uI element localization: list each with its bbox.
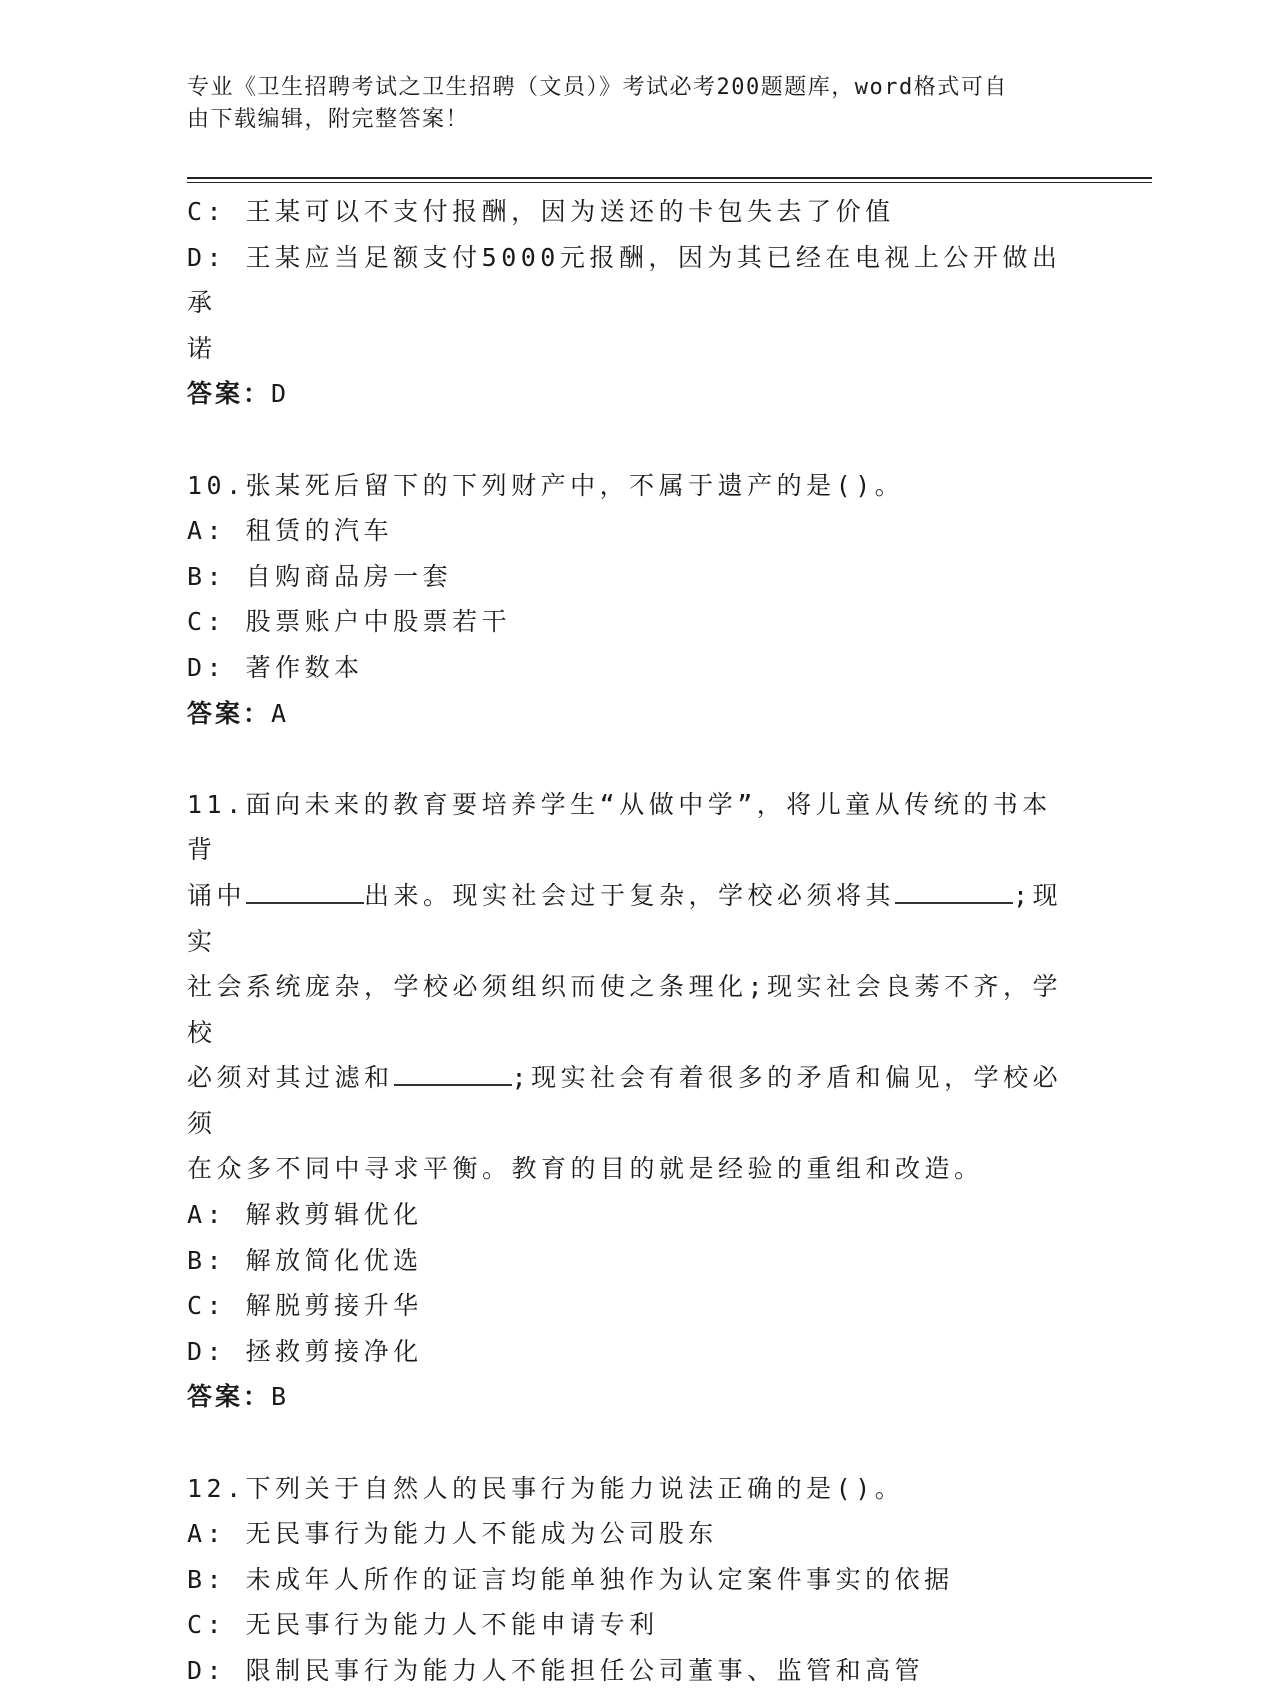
fill-blank [394, 1062, 512, 1086]
q11-option-d: D: 拯救剪接净化 [187, 1336, 423, 1366]
q9-option-d-line-2: 诺 [187, 333, 217, 363]
fill-blank [895, 880, 1013, 904]
q11-text: 出来。现实社会过于复杂，学校必须将其 [364, 880, 896, 910]
header-divider-thick [187, 177, 1152, 179]
q10-answer [187, 691, 1077, 737]
question-content [187, 189, 1077, 1694]
q12-option-a: A: 无民事行为能力人不能成为公司股东 [187, 1519, 718, 1549]
answer-value: A [271, 698, 290, 728]
answer-label: 答案： [187, 379, 272, 409]
q11-stem-line-5: 在众多不同中寻求平衡。教育的目的就是经验的重组和改造。 [187, 1154, 984, 1184]
q11-option-a: A: 解救剪辑优化 [187, 1200, 423, 1230]
header-divider-thin [187, 182, 1152, 183]
q12-stem: 12.下列关于自然人的民事行为能力说法正确的是()。 [187, 1473, 905, 1503]
q11-text: 必须对其过滤和 [187, 1063, 394, 1093]
header-line-2: 由下载编辑，附完整答案！ [187, 107, 470, 132]
q11-option-b: B: 解放简化优选 [187, 1245, 423, 1275]
answer-label: 答案： [187, 698, 272, 728]
spacer [187, 736, 1077, 782]
q11-answer [187, 1374, 1077, 1420]
q10-stem: 10.张某死后留下的下列财产中，不属于遗产的是()。 [187, 470, 905, 500]
q11-stem-line-2 [187, 873, 1077, 964]
answer-label: 答案： [187, 1382, 272, 1412]
fill-blank [246, 880, 364, 904]
spacer [187, 417, 1077, 463]
document-header [187, 72, 1067, 136]
q12-option-d: D: 限制民事行为能力人不能担任公司董事、监管和高管 [187, 1656, 925, 1685]
spacer [187, 1420, 1077, 1466]
q12-option-c: C: 无民事行为能力人不能申请专利 [187, 1610, 659, 1640]
q11-text: 诵中 [187, 880, 247, 910]
answer-value: B [271, 1382, 290, 1412]
q10-option-a: A: 租赁的汽车 [187, 516, 394, 546]
answer-value: D [271, 379, 290, 409]
question-11 [187, 782, 1077, 1420]
q10-option-c: C: 股票账户中股票若干 [187, 607, 512, 637]
q12-option-b: B: 未成年人所作的证言均能单独作为认定案件事实的依据 [187, 1564, 954, 1594]
question-10 [187, 463, 1077, 737]
q9-answer [187, 371, 1077, 417]
q9-option-c: C: 王某可以不支付报酬，因为送还的卡包失去了价值 [187, 197, 895, 226]
q11-stem-line-1: 11.面向未来的教育要培养学生“从做中学”，将儿童从传统的书本背 [187, 789, 1052, 865]
q10-option-b: B: 自购商品房一套 [187, 561, 453, 591]
q11-stem-line-3: 社会系统庞杂，学校必须组织而使之条理化;现实社会良莠不齐，学校 [187, 972, 1063, 1047]
q10-option-d: D: 著作数本 [187, 652, 364, 682]
question-12 [187, 1466, 1077, 1694]
question-9-tail [187, 189, 1077, 417]
q9-option-d-line-1: D: 王某应当足额支付5000元报酬，因为其已经在电视上公开做出承 [187, 242, 1062, 318]
q11-text: ;现实 [187, 880, 1063, 956]
q11-text: ;现实社会有着很多的矛盾和偏见，学校必须 [187, 1063, 1063, 1138]
q11-stem-line-4 [187, 1055, 1077, 1146]
q11-option-c: C: 解脱剪接升华 [187, 1291, 423, 1321]
header-line-1: 专业《卫生招聘考试之卫生招聘（文员）》考试必考200题题库，word格式可自 [187, 75, 1008, 100]
